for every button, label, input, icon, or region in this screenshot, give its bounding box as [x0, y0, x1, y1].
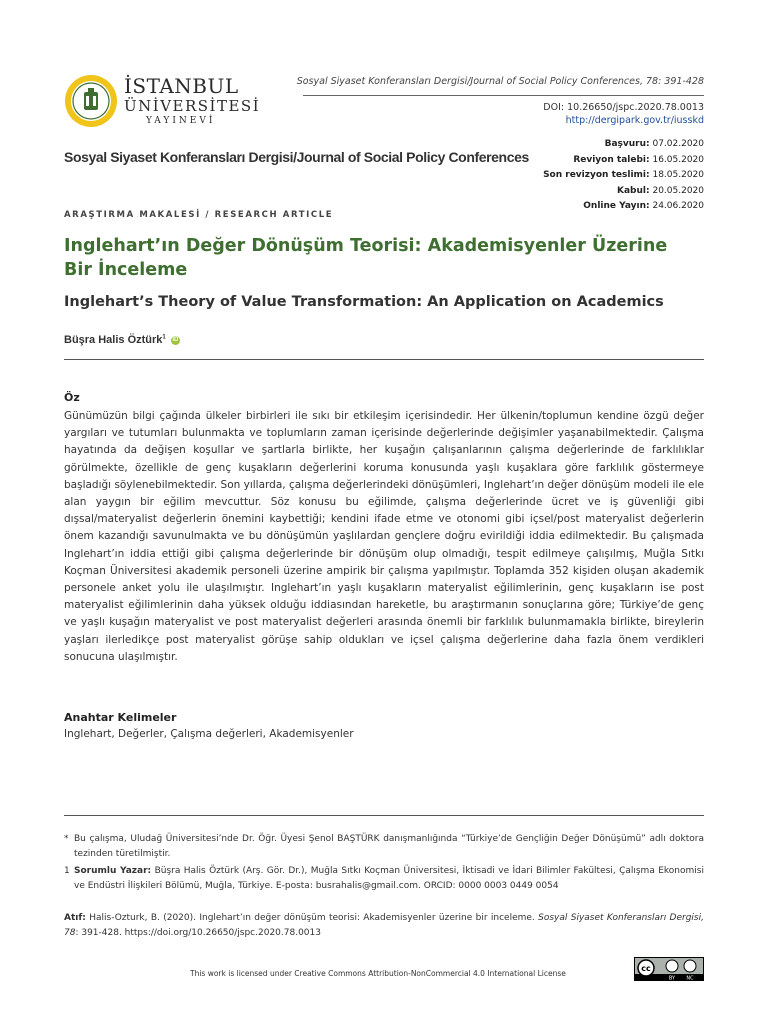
date-row: Online Yayın: 24.06.2020: [583, 201, 704, 211]
footnote-mark: *: [64, 834, 69, 844]
doi-block: [543, 101, 704, 127]
citation-journal: Sosyal Siyaset Konferansları Dergisi, 78: [64, 913, 704, 938]
publisher-line3: YAYINEVİ: [146, 116, 216, 126]
footnote-thesis: [64, 832, 704, 862]
license-text: This work is licensed under Creative Commons Attribution-NonCommercial 4.0 International License: [190, 969, 566, 978]
abstract-heading: Öz: [64, 391, 80, 404]
footnote-divider: [64, 815, 704, 816]
cc-main-label: cc: [641, 964, 651, 973]
author-name: Büşra Halis Öztürk: [64, 334, 163, 346]
footnote-text: Büşra Halis Öztürk (Arş. Gör. Dr.), Muğla Sıtkı Koçman Üniversitesi, İktisadi ve İdari Bilimler Fakültesi, Çalışma Ekonomisi ve Endüstri İlişkileri Bölümü, Muğla, Türkiye. E-posta: busrahalis@gmail.com. ORCID: 0000 0003 0449 0054: [74, 866, 704, 891]
publisher-wordmark: [124, 76, 260, 126]
header-journal-citation: Sosyal Siyaset Konferansları Dergisi/Journal of Social Policy Conferences, 78: 391-428: [296, 76, 704, 87]
orcid-icon[interactable]: iD: [172, 336, 179, 343]
cc-by-label: BY: [668, 975, 676, 981]
journal-title: Sosyal Siyaset Konferansları Dergisi/Journal of Social Policy Conferences: [64, 149, 529, 165]
title-english: Inglehart’s Theory of Value Transformation: An Application on Academics: [64, 294, 664, 310]
footnote-corresponding-author: [64, 864, 704, 894]
abstract-text: Günümüzün bilgi çağında ülkeler birbirleri ile sıkı bir etkileşim içerisindedir. Her ülkenin/toplumun kendine özgü değer yargıları ve tutumları bulunmakta ve toplumların zaman içerisinde değerlerinde değişimler yaşanabilmektedir. Çalışma hayatında da değişen koşullar ve şartlarla birlikte, her kuşağın çalışanlarının çalışma değerlerinde de farklılıklar görülmekte, özellikle de genç kuşakların değerlerini koruma konusunda yaşlı kuşaklara göre farklılık göstermeye başladığı söylenebilmektedir. Son yıllarda, çalışma değerlerindeki dönüşümleri, Inglehart’ın değer dönüşüm modeli ile ele alan yaygın bir eğilim mevcuttur. Söz konusu bu eğilimde, çalışma değerlerinde ücret ve iş güvenliği gibi dışsal/materyalist değerlerin önemini kaybettiği; kendini ifade etme ve otonomi gibi içsel/post materyalist değerlerin önem kazandığı savunulmakta ve bu dönüşümün yaşlılardan gençlere doğru evirildiği iddia edilmektedir. Bu çalışmada Inglehart’ın iddia ettiği gibi çalışma değerlerinde bir dönüşüm olup olmadığı, tespit edilmeye çalışılmış, Muğla Sıtkı Koçman Üniversitesi akademik personeli üzerine ampirik bir çalışma yapılmıştır. Toplamda 352 kişiden oluşan akademik personele anket yolu ile ulaşılmıştır. Inglehart’ın yaşlı kuşakların materyalist eğilimlerinin, genç kuşakların ise post materyalist eğilimlerinin daha yüksek olduğu iddiasından hareketle, bu araştırmanın sonuçlarına göre; Türkiye’de genç ve yaşlı kuşağın materyalist ve post materyalist değerleri arasında önemli bir farklılık bulunmamakla birlikte, bireylerin yaşları ilerledikçe post materyalist görüşe sahip oldukları ve içsel çalışma değerlerine daha fazla önem verdikleri sonucuna ulaşılmıştır.: [64, 410, 704, 663]
title-turkish: Inglehart’ın Değer Dönüşüm Teorisi: Akademisyenler Üzerine Bir İnceleme: [64, 236, 668, 280]
footnote-mark: 1: [64, 866, 70, 876]
publisher-line1: İSTANBUL: [124, 74, 239, 98]
author-footnote-mark: 1: [162, 334, 166, 341]
article-type-label: ARAŞTIRMA MAKALESİ / RESEARCH ARTICLE: [64, 210, 334, 220]
date-row: Reviyon talebi: 16.05.2020: [573, 154, 704, 165]
date-row: Kabul: 20.05.2020: [617, 185, 704, 196]
cc-nc-label: NC: [686, 975, 694, 981]
article-dates: [543, 137, 704, 215]
author-line: [64, 334, 180, 346]
keywords-text: Inglehart, Değerler, Çalışma değerleri, Akademisyenler: [64, 728, 354, 740]
keywords-heading: Anahtar Kelimeler: [64, 711, 177, 724]
footnote-label: Sorumlu Yazar:: [74, 866, 152, 876]
citation-label: Atıf:: [64, 913, 86, 923]
footnote-citation: [64, 911, 704, 941]
title-divider: [64, 359, 704, 360]
university-seal-logo: [64, 74, 118, 128]
date-row: Başvuru: 07.02.2020: [604, 139, 704, 149]
citation-text: Halis-Ozturk, B. (2020). Inglehart’ın değer dönüşüm teorisi: Akademisyenler üzerine bir inceleme.: [89, 913, 535, 923]
date-row: Son revizyon teslimi: 18.05.2020: [543, 170, 704, 180]
citation-pages: : 391-428. https://doi.org/10.26650/jspc.2020.78.0013: [75, 928, 321, 938]
publisher-line2: ÜNİVERSİTESİ: [124, 97, 261, 115]
creative-commons-badge-icon[interactable]: [634, 957, 704, 981]
doi-text: DOI: 10.26650/jspc.2020.78.0013: [543, 102, 704, 113]
journal-url-link[interactable]: http://dergipark.gov.tr/iusskd: [565, 115, 704, 126]
footnote-text: Bu çalışma, Uludağ Üniversitesi’nde Dr. Öğr. Üyesi Şenol BAŞTÜRK danışmanlığında “Türkiye’de Gençliğin Değer Dönüşümü” adlı doktora tezinden türetilmiştir.: [74, 834, 704, 859]
header-divider: [303, 95, 704, 96]
